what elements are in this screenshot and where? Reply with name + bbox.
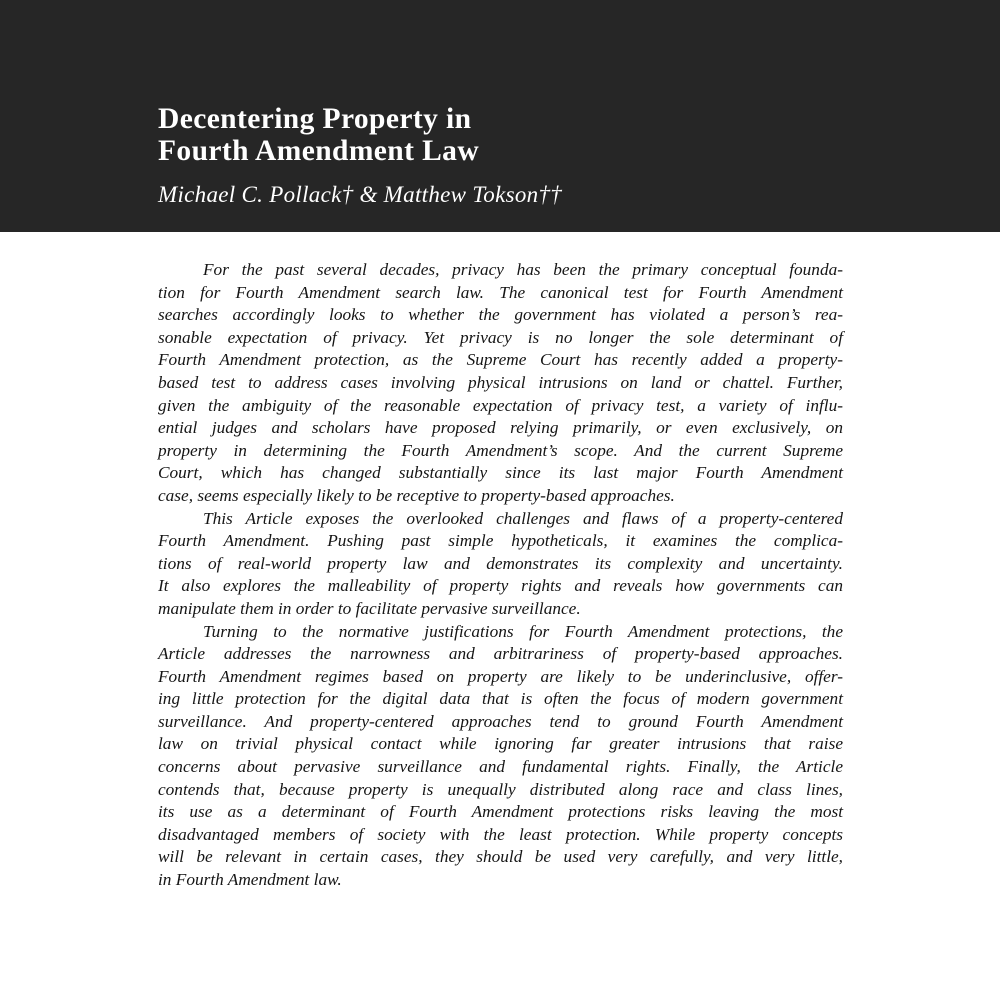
abstract-line: given the ambiguity of the reasonable expectation of privacy test, a variety of influ- <box>158 395 843 415</box>
abstract-line: ential judges and scholars have proposed relying primarily, or even exclusively, on <box>158 418 843 438</box>
abstract-line: It also explores the malleability of property rights and reveals how governments can <box>158 576 843 596</box>
abstract-line: sonable expectation of privacy. Yet privacy is no longer the sole determinant of <box>158 327 843 347</box>
abstract-line: tion for Fourth Amendment search law. The canonical test for Fourth Amendment <box>158 282 843 302</box>
article-authors: Michael C. Pollack† & Matthew Tokson†† <box>158 182 563 207</box>
abstract-paragraph <box>158 259 843 508</box>
abstract-paragraph <box>158 508 843 621</box>
abstract-line: surveillance. And property-centered approaches tend to ground Fourth Amendment <box>158 711 843 731</box>
abstract-line: concerns about pervasive surveillance and fundamental rights. Finally, the Article <box>158 757 843 777</box>
abstract-line: case, seems especially likely to be receptive to property-based approaches. <box>158 485 675 505</box>
article-title-line: Fourth Amendment Law <box>158 135 480 167</box>
abstract-line: law on trivial physical contact while ignoring far greater intrusions that raise <box>158 734 843 754</box>
abstract-line: contends that, because property is unequally distributed along race and class lines, <box>158 779 843 799</box>
abstract-line: Fourth Amendment protection, as the Supreme Court has recently added a property- <box>158 350 843 370</box>
abstract-paragraph <box>158 621 843 892</box>
abstract <box>158 259 843 892</box>
abstract-line: Fourth Amendment regimes based on property are likely to be underinclusive, offer- <box>158 666 843 686</box>
abstract-line: property in determining the Fourth Amendment’s scope. And the current Supreme <box>158 440 843 460</box>
article-title-line: Decentering Property in <box>158 103 472 135</box>
abstract-line: tions of real-world property law and demonstrates its complexity and uncertainty. <box>158 553 843 573</box>
abstract-line: will be relevant in certain cases, they should be used very carefully, and very little, <box>158 847 843 867</box>
article-title <box>158 103 479 167</box>
abstract-line: ing little protection for the digital data that is often the focus of modern government <box>158 689 843 709</box>
abstract-line: Article addresses the narrowness and arbitrariness of property-based approaches. <box>158 644 843 664</box>
abstract-line: For the past several decades, privacy has been the primary conceptual founda- <box>203 260 843 279</box>
abstract-line: disadvantaged members of society with the least protection. While property concepts <box>158 824 843 844</box>
abstract-line: based test to address cases involving physical intrusions on land or chattel. Further, <box>158 372 843 392</box>
abstract-line: Court, which has changed substantially since its last major Fourth Amendment <box>158 463 843 483</box>
abstract-line: in Fourth Amendment law. <box>158 870 342 890</box>
abstract-line: searches accordingly looks to whether the government has violated a person’s rea- <box>158 305 843 325</box>
header-band <box>0 0 1000 232</box>
abstract-line: Fourth Amendment. Pushing past simple hypotheticals, it examines the complica- <box>158 531 843 551</box>
abstract-line: This Article exposes the overlooked challenges and flaws of a property-centered <box>203 508 843 528</box>
abstract-line: manipulate them in order to facilitate pervasive surveillance. <box>158 598 581 618</box>
abstract-line: Turning to the normative justifications for Fourth Amendment protections, the <box>203 621 843 641</box>
abstract-line: its use as a determinant of Fourth Amendment protections risks leaving the most <box>158 802 843 822</box>
